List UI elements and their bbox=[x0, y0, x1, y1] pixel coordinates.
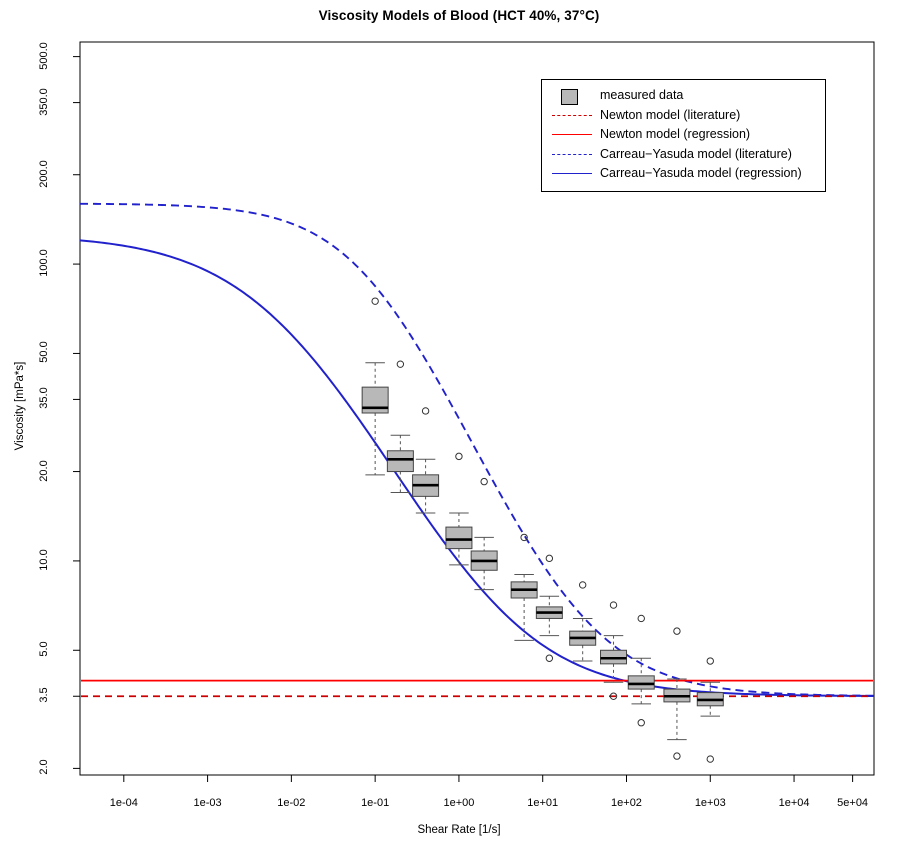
legend bbox=[541, 79, 826, 192]
y-tick-label: 50.0 bbox=[38, 341, 50, 364]
outlier-point bbox=[674, 753, 680, 759]
y-tick-label: 10.0 bbox=[38, 549, 50, 571]
x-tick-label: 1e+04 bbox=[778, 797, 810, 809]
outlier-point bbox=[546, 555, 552, 561]
carreau-yasuda-regression-curve bbox=[80, 240, 874, 696]
outlier-point bbox=[579, 582, 585, 588]
y-tick-label: 350.0 bbox=[38, 87, 50, 116]
x-tick-label: 1e-03 bbox=[193, 797, 222, 809]
legend-box-swatch-icon bbox=[550, 87, 594, 105]
solid-line-icon bbox=[552, 134, 592, 135]
x-tick-label: 1e+01 bbox=[527, 797, 559, 809]
outlier-point bbox=[638, 615, 644, 621]
legend-item-label: Newton model (regression) bbox=[600, 127, 751, 141]
y-tick-label: 5.0 bbox=[38, 641, 50, 657]
y-tick-label: 3.5 bbox=[38, 687, 50, 703]
y-tick-label: 20.0 bbox=[38, 459, 50, 482]
x-tick-label: 1e-01 bbox=[361, 797, 390, 809]
x-axis-label: Shear Rate [1/s] bbox=[417, 824, 501, 836]
outlier-point bbox=[456, 453, 462, 459]
y-tick-label: 35.0 bbox=[38, 387, 50, 410]
x-tick-label: 1e+03 bbox=[694, 797, 726, 809]
outlier-point bbox=[372, 298, 378, 304]
legend-item bbox=[542, 146, 825, 164]
legend-dashed-line-icon bbox=[550, 107, 594, 125]
outlier-point bbox=[397, 361, 403, 367]
outlier-point bbox=[707, 756, 713, 762]
box-swatch-icon bbox=[561, 89, 578, 105]
outlier-point bbox=[546, 655, 552, 661]
legend-item bbox=[542, 165, 825, 183]
legend-item bbox=[542, 126, 825, 144]
legend-dashed-line-icon bbox=[550, 146, 594, 164]
box-body bbox=[362, 387, 388, 413]
y-axis-label: Viscosity [mPa*s] bbox=[14, 361, 26, 451]
x-tick-label: 1e+00 bbox=[443, 797, 475, 809]
page-title: Viscosity Models of Blood (HCT 40%, 37°C) bbox=[318, 8, 600, 23]
x-tick-label: 1e+02 bbox=[611, 797, 642, 809]
outlier-point bbox=[422, 408, 428, 414]
box-body bbox=[446, 527, 472, 549]
y-tick-label: 100.0 bbox=[38, 249, 50, 277]
legend-item-label: measured data bbox=[600, 88, 684, 102]
solid-line-icon bbox=[552, 173, 592, 174]
outlier-point bbox=[638, 720, 644, 726]
legend-item bbox=[542, 107, 825, 125]
carreau-yasuda-literature-curve bbox=[80, 204, 874, 696]
box-body bbox=[628, 676, 654, 689]
dashed-line-icon bbox=[552, 154, 592, 155]
x-tick-label: 5e+04 bbox=[837, 797, 869, 809]
legend-item-label: Newton model (literature) bbox=[600, 107, 741, 122]
outlier-point bbox=[481, 478, 487, 484]
x-tick-label: 1e-02 bbox=[277, 797, 306, 809]
outlier-point bbox=[707, 658, 713, 664]
outlier-point bbox=[674, 628, 680, 634]
dashed-line-icon bbox=[552, 115, 592, 116]
legend-item-label: Carreau−Yasuda model (regression) bbox=[600, 166, 802, 180]
y-tick-label: 2.0 bbox=[38, 759, 50, 776]
outlier-point bbox=[610, 602, 616, 608]
box-body bbox=[387, 451, 413, 472]
y-tick-label: 200.0 bbox=[38, 159, 50, 188]
x-tick-label: 1e-04 bbox=[109, 797, 138, 809]
legend-solid-line-icon bbox=[550, 165, 594, 183]
legend-item bbox=[542, 87, 825, 105]
y-tick-label: 500.0 bbox=[38, 41, 50, 70]
legend-solid-line-icon bbox=[550, 126, 594, 144]
legend-item-label: Carreau−Yasuda model (literature) bbox=[600, 146, 792, 161]
